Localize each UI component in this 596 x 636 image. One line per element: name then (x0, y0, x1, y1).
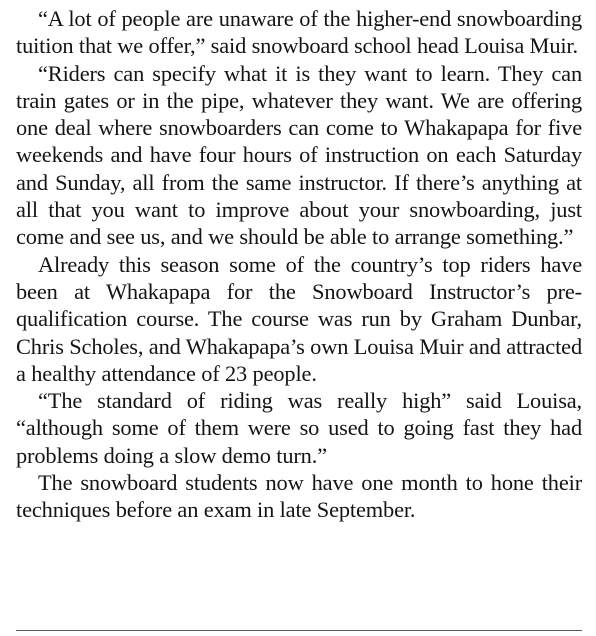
article-paragraph-intro-quote: “A lot of people are unaware of the higher-end snowboarding tuition that we offer,” said snowboard school head Louisa Muir. (16, 6, 582, 59)
bottom-divider (16, 630, 582, 631)
article-paragraph-exam: The snowboard students now have one month to hone their techniques before an exam in late September. (16, 470, 582, 523)
article-paragraph-course: Already this season some of the country’s top riders have been at Whakapapa for the Snowboard Instructor’s pre-qualification course. The course was run by Graham Dunbar, Chris Scholes, and Whakapapa’s own Louisa Muir and attracted a healthy attendance of 23 people. (16, 251, 582, 386)
article-paragraph-standard-quote: “The standard of riding was really high” said Louisa, “although some of them were so used to going fast they had problems doing a slow demo turn.” (16, 388, 582, 468)
article-paragraph-riders-quote: “Riders can specify what it is they want to learn. They can train gates or in the pipe, whatever they want. We are offering one deal where snowboarders can come to Whakapapa for five weekends and have four hours of instruction on each Saturday and Sunday, all from the same instructor. If there’s anything at all that you want to improve about your snowboarding, just come and see us, and we should be able to arrange something.” (16, 60, 582, 250)
